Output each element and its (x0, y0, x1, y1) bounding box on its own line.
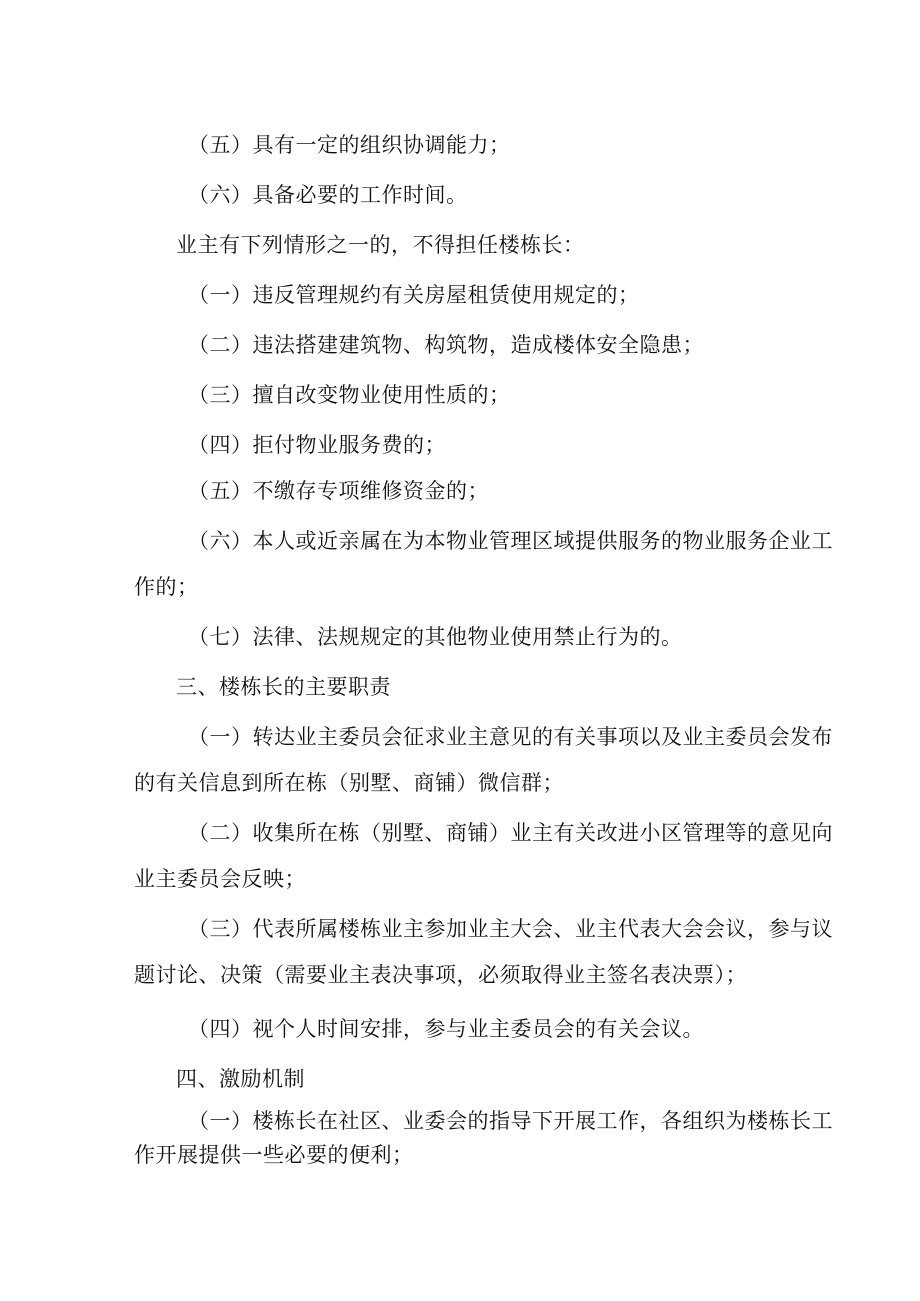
paragraph-line: （一）楼栋长在社区、业委会的指导下开展工作，各组织为楼栋长工 (188, 1109, 833, 1133)
section-heading: 四、激励机制 (176, 1067, 305, 1091)
paragraph-line: （二）收集所在栋（别墅、商铺）业主有关改进小区管理等的意见向 (188, 821, 833, 845)
paragraph-line: （四）拒付物业服务费的； (188, 433, 446, 457)
paragraph-line: （一）违反管理规约有关房屋租赁使用规定的； (188, 283, 640, 307)
paragraph-line: （四）视个人时间安排，参与业主委员会的有关会议。 (188, 1017, 704, 1041)
paragraph-line: （六）具备必要的工作时间。 (188, 183, 468, 207)
paragraph-line: （三）擅自改变物业使用性质的； (188, 383, 511, 407)
paragraph-line: （六）本人或近亲属在为本物业管理区域提供服务的物业服务企业工 (188, 529, 833, 553)
paragraph-line: （五）具有一定的组织协调能力； (188, 133, 511, 157)
paragraph-line: 的有关信息到所在栋（别墅、商铺）微信群； (134, 771, 564, 795)
paragraph-line: （三）代表所属楼栋业主参加业主大会、业主代表大会会议，参与议 (188, 917, 833, 941)
paragraph-line: 题讨论、决策（需要业主表决事项，必须取得业主签名表决票）； (134, 963, 747, 987)
paragraph-line: （五）不缴存专项维修资金的； (188, 479, 489, 503)
paragraph-line: 业主有下列情形之一的，不得担任楼栋长： (176, 233, 585, 257)
paragraph-line: （二）违法搭建建筑物、构筑物，造成楼体安全隐患； (188, 333, 704, 357)
paragraph-line: 作开展提供一些必要的便利； (134, 1143, 414, 1167)
paragraph-line: （一）转达业主委员会征求业主意见的有关事项以及业主委员会发布 (188, 725, 833, 749)
paragraph-line: 作的； (134, 575, 199, 599)
paragraph-line: （七）法律、法规规定的其他物业使用禁止行为的。 (188, 625, 683, 649)
section-heading: 三、楼栋长的主要职责 (176, 675, 391, 699)
paragraph-line: 业主委员会反映； (134, 867, 306, 891)
